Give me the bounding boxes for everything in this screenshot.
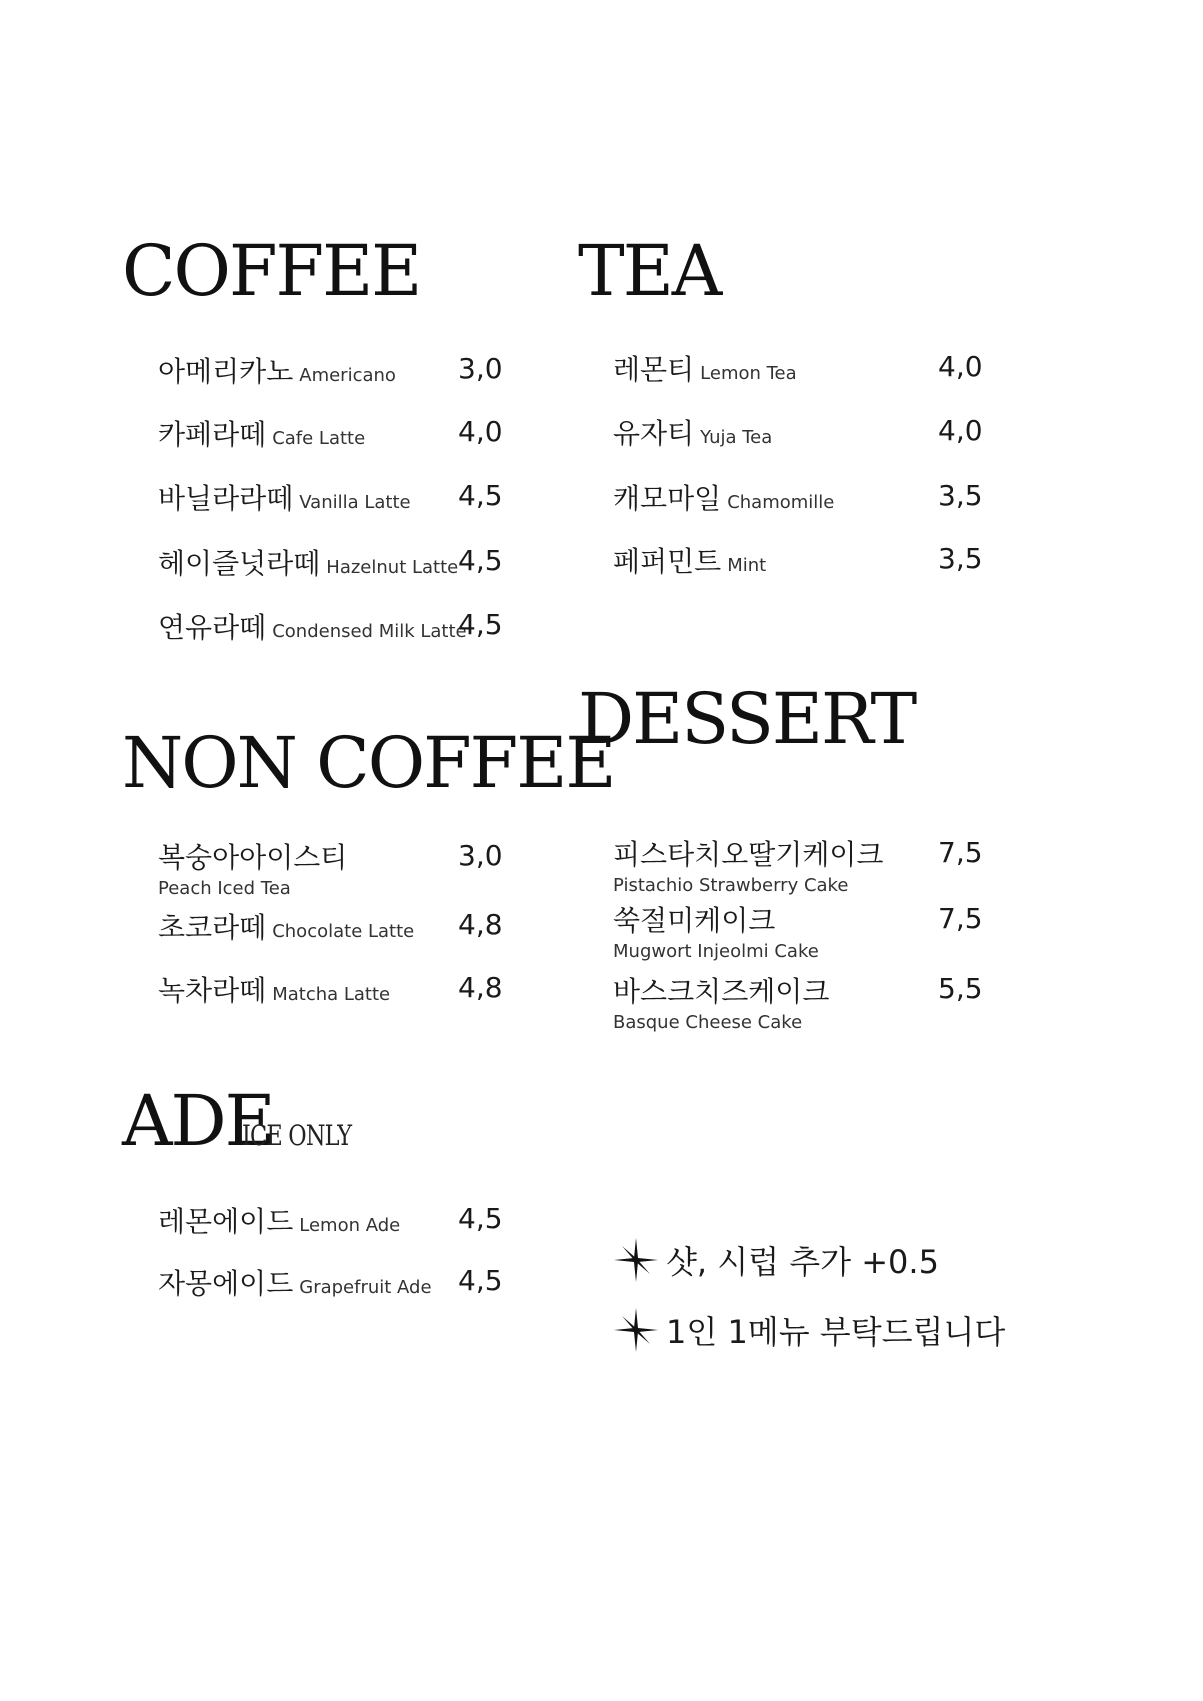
coffee-section <box>122 230 542 312</box>
item-price: 7,5 <box>938 836 983 869</box>
item-korean: 아메리카노 <box>158 355 294 388</box>
menu-item-peach-iced-tea <box>158 836 347 899</box>
sparkle-icon <box>612 1306 660 1354</box>
menu-item-yuja-tea <box>613 412 772 452</box>
menu-item-pistachio-strawberry-cake <box>613 833 883 896</box>
item-english: Mugwort Injeolmi Cake <box>613 941 819 962</box>
item-korean: 레몬티 <box>613 353 695 386</box>
menu-item-chamomille <box>613 477 834 517</box>
item-price: 4,5 <box>458 544 503 577</box>
item-korean: 녹차라떼 <box>158 974 267 1007</box>
item-price: 4,8 <box>458 908 503 941</box>
item-english: Lemon Ade <box>299 1215 401 1236</box>
item-english: Chamomille <box>727 492 835 513</box>
item-english: Chocolate Latte <box>272 921 415 942</box>
item-price: 4,5 <box>458 1202 503 1235</box>
item-korean: 쑥절미케이크 <box>613 904 776 937</box>
non-coffee-section <box>122 722 615 804</box>
ade-section <box>122 1080 542 1162</box>
item-korean: 연유라떼 <box>158 611 267 644</box>
item-english: Hazelnut Latte <box>326 557 459 578</box>
item-price: 3,0 <box>458 352 503 385</box>
item-english: Matcha Latte <box>272 984 391 1005</box>
menu-item-matcha-latte <box>158 969 390 1009</box>
coffee-title: COFFEE <box>122 230 421 312</box>
ade-title: ADE <box>122 1080 274 1162</box>
note-text: 샷, 시럽 추가 +0.5 <box>666 1243 939 1281</box>
sparkle-icon <box>612 1236 660 1284</box>
menu-item-mugwort-injeolmi-cake <box>613 899 819 962</box>
item-price: 4,5 <box>458 1264 503 1297</box>
dessert-section <box>578 678 978 760</box>
item-english: Yuja Tea <box>700 427 773 448</box>
tea-title: TEA <box>578 230 721 312</box>
item-english: Basque Cheese Cake <box>613 1012 803 1033</box>
item-korean: 초코라떼 <box>158 911 267 944</box>
item-price: 3,5 <box>938 542 983 575</box>
item-price: 3,0 <box>458 839 503 872</box>
menu-item-hazelnut-latte <box>158 542 458 582</box>
menu-item-condensed-milk-latte <box>158 606 467 646</box>
item-price: 4,8 <box>458 971 503 1004</box>
menu-item-chocolate-latte <box>158 906 414 946</box>
item-price: 4,5 <box>458 479 503 512</box>
item-english: Lemon Tea <box>700 363 797 384</box>
item-price: 4,0 <box>938 350 983 383</box>
menu-item-vanilla-latte <box>158 477 411 517</box>
menu-item-mint <box>613 540 766 580</box>
item-korean: 바닐라라떼 <box>158 482 294 515</box>
item-korean: 바스크치즈케이크 <box>613 975 830 1008</box>
note-text: 1인 1메뉴 부탁드립니다 <box>666 1313 1006 1351</box>
item-korean: 자몽에이드 <box>158 1267 294 1300</box>
menu-item-lemon-ade <box>158 1200 400 1240</box>
item-price: 4,0 <box>938 414 983 447</box>
item-price: 5,5 <box>938 972 983 1005</box>
ade-subtitle: ICE ONLY <box>242 1119 352 1152</box>
dessert-title: DESSERT <box>578 678 916 760</box>
item-price: 7,5 <box>938 902 983 935</box>
item-price: 4,5 <box>458 608 503 641</box>
item-english: Pistachio Strawberry Cake <box>613 875 849 896</box>
note-one-menu-per-person <box>612 1306 1005 1354</box>
item-english: Americano <box>299 365 396 386</box>
item-korean: 캐모마일 <box>613 482 722 515</box>
item-english: Peach Iced Tea <box>158 878 291 899</box>
item-english: Grapefruit Ade <box>299 1277 432 1298</box>
item-price: 4,0 <box>458 415 503 448</box>
menu-item-americano <box>158 350 396 390</box>
item-english: Mint <box>727 555 767 576</box>
item-korean: 유자티 <box>613 417 695 450</box>
note-extra-shot-syrup <box>612 1236 939 1284</box>
item-price: 3,5 <box>938 479 983 512</box>
item-korean: 헤이즐넛라떼 <box>158 547 321 580</box>
item-korean: 카페라떼 <box>158 418 267 451</box>
item-korean: 페퍼민트 <box>613 545 722 578</box>
item-english: Vanilla Latte <box>299 492 411 513</box>
item-korean: 레몬에이드 <box>158 1205 294 1238</box>
menu-item-lemon-tea <box>613 348 797 388</box>
item-english: Cafe Latte <box>272 428 366 449</box>
menu-item-grapefruit-ade <box>158 1262 432 1302</box>
item-korean: 복숭아아이스티 <box>158 841 348 874</box>
menu-item-basque-cheese-cake <box>613 970 829 1033</box>
item-korean: 피스타치오딸기케이크 <box>613 838 884 871</box>
menu-item-cafe-latte <box>158 413 365 453</box>
item-english: Condensed Milk Latte <box>272 621 467 642</box>
tea-section <box>578 230 978 312</box>
non-coffee-title: NON COFFEE <box>122 722 615 804</box>
